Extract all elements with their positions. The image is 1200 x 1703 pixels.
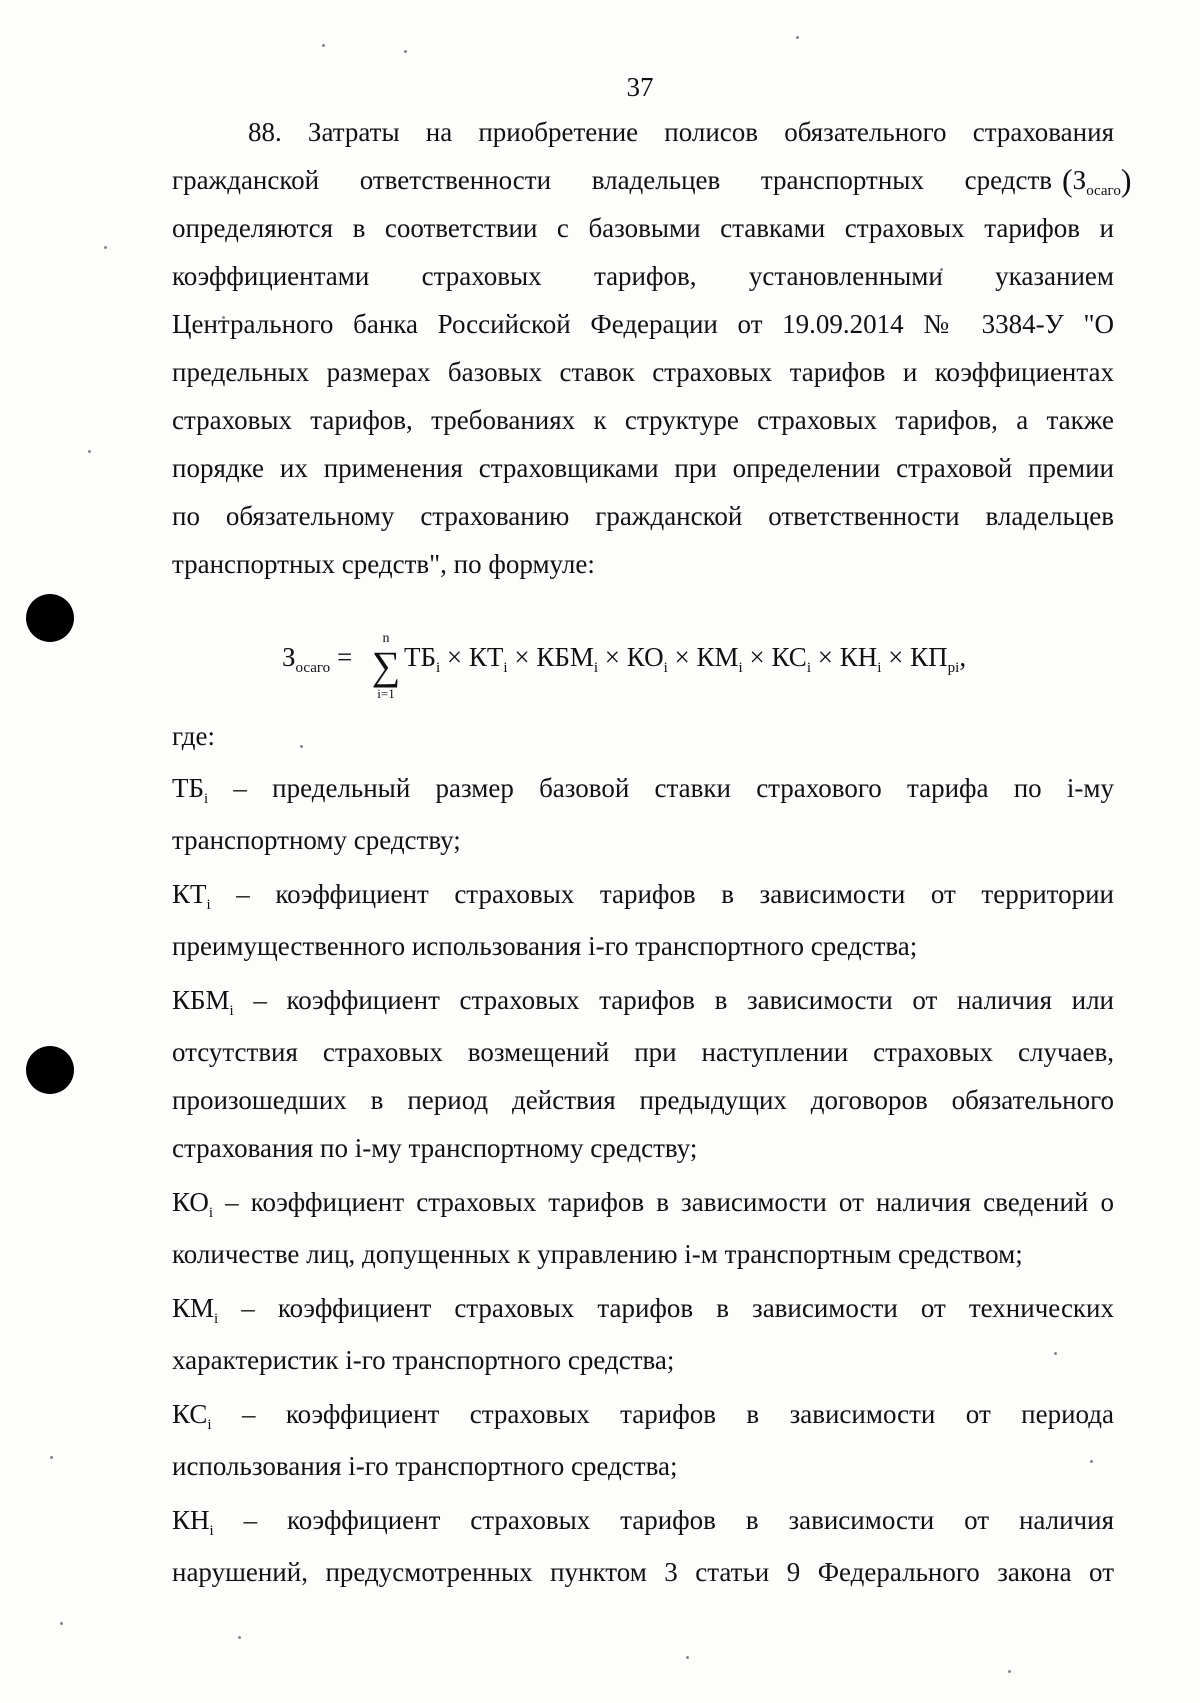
definition-line: произошедших в период действия предыдущих договоров обязательного: [172, 1085, 1114, 1115]
definition-ko: [172, 1184, 1114, 1220]
definition-symbol: $КБМ_i$: [172, 985, 234, 1018]
formula-term: $КБМ_i$: [536, 642, 599, 676]
inline-symbol-sub: осаго: [1086, 183, 1121, 199]
cost-formula: [282, 632, 1042, 712]
definition-text: – коэффициент страховых тарифов в зависимости от наличия сведений о: [213, 1187, 1114, 1217]
formula-lhs-base: З: [282, 642, 296, 672]
definition-text: – коэффициент страховых тарифов в зависимости от наличия: [213, 1505, 1114, 1535]
definition-symbol: $КО_i$: [172, 1187, 214, 1220]
paragraph-line: [172, 162, 1052, 198]
formula-operator: ×: [446, 642, 463, 672]
formula-operator: ×: [514, 642, 530, 672]
scan-speck: [104, 246, 107, 249]
scan-speck: [60, 1622, 63, 1625]
paragraph-line: 88. Затраты на приобретение полисов обязательного страхования: [248, 117, 1114, 147]
formula-operator: ×: [604, 642, 621, 672]
formula-operator: ×: [674, 642, 690, 672]
paragraph-line: порядке их применения страховщиками при определении страховой премии: [172, 453, 1114, 483]
paragraph-line: Центрального банка Российской Федерации от 19.09.2014 № 3384-У "О: [172, 309, 1114, 339]
where-label: где:: [172, 721, 215, 751]
scan-speck: [322, 44, 325, 47]
formula-operator: ×: [817, 642, 833, 672]
definition-kn: [172, 1502, 1114, 1538]
summation-upper-limit: n: [382, 631, 390, 646]
formula-lhs: [282, 642, 353, 676]
definition-km: [172, 1290, 1114, 1326]
scan-speck: [796, 36, 799, 39]
definition-text: – коэффициент страховых тарифов в зависимости от территории: [210, 879, 1114, 909]
definition-text: – коэффициент страховых тарифов в зависимости от наличия или: [233, 985, 1114, 1015]
scan-speck: [1008, 1670, 1011, 1673]
paragraph-line: определяются в соответствии с базовыми ставками страховых тарифов и: [172, 213, 1114, 243]
scan-speck: [50, 1456, 53, 1459]
definition-symbol: $КТ_i$: [172, 879, 211, 912]
definition-line: страхования по i-му транспортному средству;: [172, 1133, 698, 1163]
binder-hole-punch: [26, 1046, 74, 1094]
paragraph-line: страховых тарифов, требованиях к структуре страховых тарифов, а также: [172, 405, 1114, 435]
formula-term: $КН_i$: [839, 642, 882, 676]
binder-hole-punch: [26, 594, 74, 642]
definition-symbol: $КН_i$: [172, 1505, 214, 1538]
inline-symbol-base: З: [1072, 165, 1087, 195]
definition-symbol: $ТБ_i$: [172, 773, 209, 806]
scan-speck: [238, 1636, 241, 1639]
formula-operator: ×: [888, 642, 904, 672]
definition-line: транспортному средству;: [172, 825, 461, 855]
definition-text: – предельный размер базовой ставки страхового тарифа по i-му: [208, 773, 1114, 803]
formula-term: $ТБ_i$: [404, 642, 441, 676]
definition-kbm: [172, 982, 1114, 1018]
formula-equals: =: [336, 642, 353, 672]
definition-symbol: $КМ_i$: [172, 1293, 219, 1326]
paragraph-line: предельных размерах базовых ставок страховых тарифов и коэффициентах: [172, 357, 1114, 387]
formula-term: $КО_i$: [626, 642, 668, 676]
paragraph-line: транспортных средств", по формуле:: [172, 549, 595, 579]
definition-text: – коэффициент страховых тарифов в зависимости от периода: [211, 1399, 1114, 1429]
page-number: 37: [626, 72, 654, 102]
definition-line: преимущественного использования i-го транспортного средства;: [172, 931, 918, 961]
paragraph-line: по обязательному страхованию гражданской ответственности владельцев: [172, 501, 1114, 531]
definition-line: количестве лиц, допущенных к управлению i-м транспортным средством;: [172, 1239, 1023, 1269]
scan-speck: [686, 1656, 689, 1659]
formula-term: $КМ_i$: [696, 642, 743, 676]
summation-symbol: ∑: [371, 643, 401, 688]
formula-term: $КТ_i$: [468, 642, 508, 676]
definition-tb: [172, 770, 1114, 806]
formula-operator: ×: [749, 642, 765, 672]
formula-rhs: [404, 642, 967, 676]
definition-text: – коэффициент страховых тарифов в зависимости от технических: [218, 1293, 1114, 1323]
formula-lhs-sub: осаго: [295, 660, 331, 676]
definition-line: характеристик i-го транспортного средства;: [172, 1345, 675, 1375]
scan-speck: [404, 50, 407, 53]
paragraph-line: коэффициентами страховых тарифов, установленными указанием: [172, 261, 1114, 291]
summation-sign: [370, 632, 402, 702]
definition-ks: [172, 1396, 1114, 1432]
paragraph-line-text: гражданской ответственности владельцев транспортных средств: [172, 165, 1052, 195]
definition-symbol: $КС_i$: [172, 1399, 212, 1432]
inline-symbol-zosago: $(З_{осаго})$: [1062, 162, 1132, 199]
definition-line: нарушений, предусмотренных пунктом 3 статьи 9 Федерального закона от: [172, 1557, 1114, 1587]
scan-speck: [88, 450, 91, 453]
definition-line: отсутствия страховых возмещений при наступлении страховых случаев,: [172, 1037, 1114, 1067]
summation-lower-limit: i=1: [377, 686, 395, 701]
definition-line: использования i-го транспортного средства;: [172, 1451, 678, 1481]
definition-kt: [172, 876, 1114, 912]
formula-term: $КП_{pi}$: [910, 642, 960, 676]
formula-term: $КС_i$: [771, 642, 811, 676]
formula-trailing-comma: ,: [959, 642, 967, 672]
